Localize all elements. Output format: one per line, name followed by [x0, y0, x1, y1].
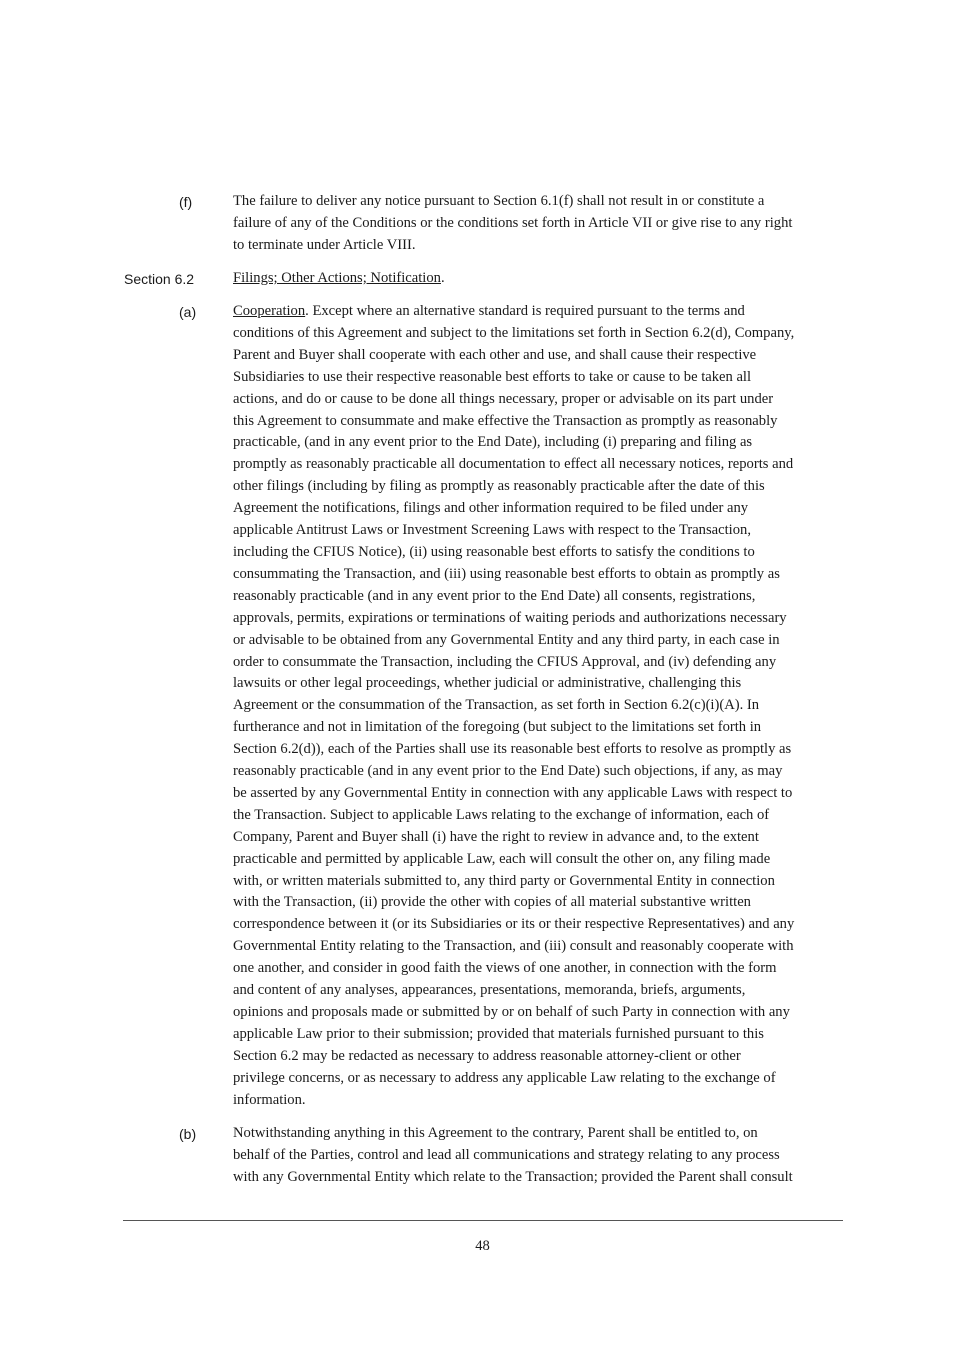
paragraph-line: practicable and permitted by applicable Law, each will consult the other on, any filing made: [233, 850, 771, 867]
paragraph-line: applicable Law prior to their submission; provided that materials furnished pursuant to this: [233, 1025, 764, 1042]
paragraph-line: Subsidiaries to use their respective reasonable best efforts to take or cause to be taken all: [233, 368, 752, 385]
paragraph-line: Agreement or the consummation of the Transaction, as set forth in Section 6.2(c)(i)(A). In: [233, 697, 760, 714]
paragraph-line: furtherance and not in limitation of the foregoing (but subject to the limitations set forth in: [233, 719, 762, 736]
paragraph-line: . Except where an alternative standard is required pursuant to the terms and: [305, 303, 745, 319]
paragraph-line: privilege concerns, or as necessary to address any applicable Law relating to the exchange of: [233, 1069, 776, 1086]
paragraph-b-label: (b): [179, 1126, 197, 1142]
paragraph-a-heading: Cooperation: [233, 303, 306, 319]
paragraph-line: The failure to deliver any notice pursuant to Section 6.1(f) shall not result in or constitute a: [233, 193, 765, 209]
footer-divider: [123, 1220, 843, 1221]
paragraph-line: with the Transaction, (ii) provide the other with copies of all material substantive written: [233, 894, 751, 911]
paragraph-line: behalf of the Parties, control and lead all communications and strategy relating to any process: [233, 1146, 780, 1163]
paragraph-line: other filings (including by filing as promptly as reasonably practicable after the date of this: [233, 478, 765, 495]
paragraph-line: promptly as reasonably practicable all documentation to effect all necessary notices, reports and: [233, 456, 794, 473]
paragraph-line: Section 6.2 may be redacted as necessary to address reasonable attorney-client or other: [233, 1047, 741, 1064]
paragraph-line: or advisable to be obtained from any Governmental Entity and any third party, in each case in: [233, 631, 780, 648]
paragraph-line: and content of any analyses, appearances, presentations, memoranda, briefs, arguments,: [233, 982, 746, 999]
section-number: Section 6.2: [124, 271, 195, 287]
paragraph-line: this Agreement to consummate and make effective the Transaction as promptly as reasonably: [233, 412, 778, 429]
paragraph-a-text: [233, 301, 843, 1112]
paragraph-line: the Transaction. Subject to applicable Laws relating to the exchange of information, each of: [233, 806, 770, 823]
paragraph-line: to terminate under Article VIII.: [233, 236, 416, 253]
paragraph-line: be asserted by any Governmental Entity in connection with any applicable Laws with respect to: [233, 784, 793, 801]
page-number: 48: [475, 1238, 490, 1254]
paragraph-line: failure of any of the Conditions or the conditions set forth in Article VII or give rise to any right: [233, 214, 793, 231]
section-heading-period: .: [440, 270, 445, 286]
paragraph-line: approvals, permits, expirations or terminations of waiting periods and authorizations necessary: [233, 609, 787, 626]
paragraph-f-label: (f): [179, 194, 193, 210]
paragraph-b-text: [233, 1123, 843, 1189]
paragraph-line: one another, and consider in good faith the views of one another, in connection with the form: [233, 960, 777, 977]
paragraph-line: actions, and do or cause to be done all things necessary, proper or advisable on its part under: [233, 390, 774, 407]
paragraph-line: practicable, (and in any event prior to the End Date), including (i) preparing and filing as: [233, 434, 753, 451]
paragraph-line: including the CFIUS Notice), (ii) using reasonable best efforts to satisfy the conditions to: [233, 543, 755, 560]
paragraph-line: Company, Parent and Buyer shall (i) have the right to review in advance and, to the extent: [233, 828, 759, 845]
paragraph-line: conditions of this Agreement and subject to the limitations set forth in Section 6.2(d), Company,: [233, 324, 795, 341]
paragraph-line: Notwithstanding anything in this Agreement to the contrary, Parent shall be entitled to, on: [233, 1125, 758, 1141]
paragraph-line: Agreement the notifications, filings and other information required to be filed under any: [233, 500, 749, 517]
paragraph-line: Governmental Entity relating to the Transaction, and (iii) consult and reasonably cooperate with: [233, 938, 794, 955]
paragraph-f-text: [233, 191, 843, 257]
paragraph-line: consummating the Transaction, and (iii) using reasonable best efforts to obtain as promptly as: [233, 565, 780, 582]
paragraph-line: lawsuits or other legal proceedings, whether judicial or administrative, challenging this: [233, 675, 742, 692]
paragraph-line: Section 6.2(d)), each of the Parties shall use its reasonable best efforts to resolve as promptly as: [233, 741, 792, 758]
paragraph-line: reasonably practicable (and in any event prior to the End Date) all consents, registrations,: [233, 587, 756, 604]
paragraph-line: information.: [233, 1091, 306, 1108]
paragraph-line: order to consummate the Transaction, including the CFIUS Approval, and (iv) defending any: [233, 653, 777, 670]
paragraph-line: correspondence between it (or its Subsidiaries or its or their respective Representatives) and any: [233, 916, 795, 933]
paragraph-line: reasonably practicable (and in any event prior to the End Date) such objections, if any, as may: [233, 763, 783, 780]
section-heading-title: Filings; Other Actions; Notification: [233, 270, 441, 286]
paragraph-line: with, or written materials submitted to, any third party or Governmental Entity in connection: [233, 872, 775, 889]
paragraph-line: with any Governmental Entity which relate to the Transaction; provided the Parent shall consult: [233, 1168, 793, 1185]
paragraph-line: opinions and proposals made or submitted by or on behalf of such Party in connection with any: [233, 1004, 790, 1020]
section-heading: [233, 268, 843, 290]
paragraph-a-label: (a): [179, 304, 197, 320]
paragraph-line: Parent and Buyer shall cooperate with each other and use, and shall cause their respective: [233, 346, 757, 363]
paragraph-line: applicable Antitrust Laws or Investment Screening Laws with respect to the Transaction,: [233, 522, 751, 539]
